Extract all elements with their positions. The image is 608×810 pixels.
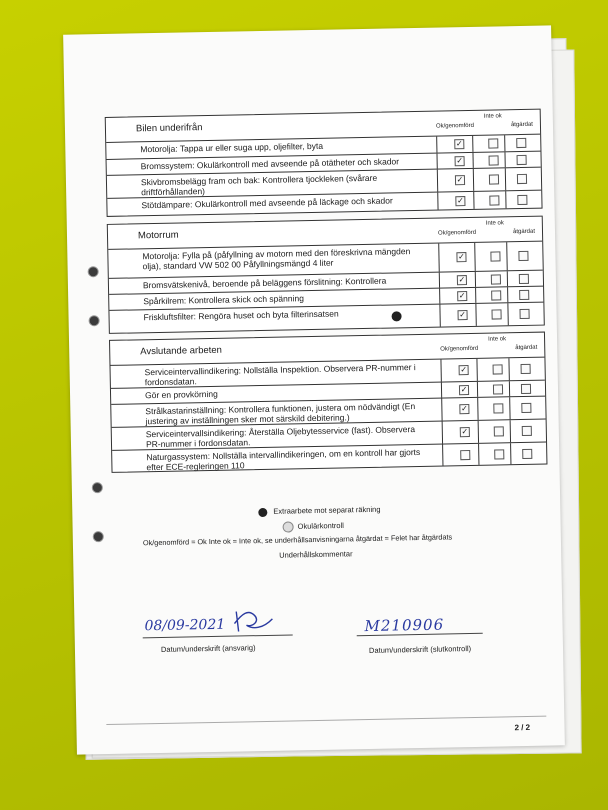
column-divider	[438, 244, 440, 272]
checkbox-fixed[interactable]	[521, 383, 531, 393]
column-divider	[437, 170, 438, 192]
checkbox-not-ok[interactable]	[491, 290, 501, 300]
section-title: Avslutande arbeten	[140, 344, 223, 358]
handwritten-date-left: 08/09-2021	[144, 616, 226, 635]
checkbox-fixed[interactable]	[516, 138, 526, 148]
row-label: Serviceintervallsindikering: Återställa Oljebytesservice (fast). Observera PR-nummer i fordonsdatan.	[145, 424, 416, 450]
checkbox-not-ok[interactable]	[489, 195, 499, 205]
column-divider	[504, 135, 505, 151]
column-divider	[439, 289, 440, 304]
punch-hole-icon	[93, 531, 104, 542]
column-header-ok: Ok/genomförd	[440, 345, 479, 353]
checkbox-ok[interactable]: ✓	[458, 252, 465, 262]
checklist-section	[109, 332, 547, 473]
column-divider	[441, 399, 442, 421]
checkbox-fixed[interactable]	[519, 273, 529, 283]
column-header-fixed: åtgärdat	[510, 121, 534, 129]
punch-hole-icon	[89, 315, 100, 326]
checkbox-not-ok[interactable]	[488, 138, 498, 148]
legend-extra	[258, 505, 380, 517]
column-header-not-ok: Inte ok	[483, 113, 502, 120]
row-label: Bromssystem: Okulärkontroll med avseende på otätheter och skador	[140, 156, 400, 172]
column-header-ok: Ok/genomförd	[437, 229, 477, 237]
checkbox-fixed[interactable]	[519, 289, 529, 299]
signature-label-left: Datum/underskrift (ansvarig)	[160, 643, 256, 654]
row-label: Friskluftsfilter: Rengöra huset och byta filterinsatsen	[143, 308, 339, 323]
column-header-ok: Ok/genomförd	[435, 122, 475, 130]
column-divider	[505, 191, 506, 208]
checkbox-ok[interactable]: ✓	[458, 274, 466, 284]
column-divider	[506, 242, 508, 270]
checkbox-fixed[interactable]	[519, 309, 529, 319]
checkbox-ok[interactable]: ✓	[456, 155, 464, 165]
checkbox-not-ok[interactable]	[494, 449, 504, 459]
checkbox-ok[interactable]	[460, 450, 470, 460]
column-divider	[477, 382, 478, 397]
section-title: Motorrum	[137, 229, 179, 242]
checkbox-fixed[interactable]	[517, 154, 527, 164]
checkbox-fixed[interactable]	[521, 403, 531, 413]
column-divider	[505, 168, 506, 190]
row-label: Strålkastarinställning: Kontrollera funktionen, justera om nödvändigt (En justering av inställningen sker mot särskild debitering.)	[145, 401, 416, 427]
column-divider	[437, 193, 438, 210]
legend-visual	[283, 520, 344, 532]
column-divider	[475, 304, 476, 326]
checkbox-not-ok[interactable]	[493, 364, 503, 374]
row-label: Stötdämpare: Okulärkontroll med avseende på läckage och skador	[141, 195, 393, 211]
signature-label-right: Datum/underskrift (slutkontroll)	[368, 644, 472, 655]
column-divider	[442, 422, 443, 444]
row-label: Motorolja: Tappa ur eller suga upp, oljefilter, byta	[140, 140, 324, 155]
column-divider	[507, 287, 508, 302]
checkbox-not-ok[interactable]	[493, 403, 503, 413]
row-label: Gör en provkörning	[144, 388, 218, 401]
column-divider	[475, 272, 476, 287]
column-divider	[478, 444, 479, 465]
column-divider	[439, 305, 440, 327]
punch-hole-icon	[88, 266, 99, 277]
row-label: Spårkilrem: Kontrollera skick och spänning	[143, 293, 304, 307]
handwritten-signature-right: M210906	[364, 615, 445, 636]
column-divider	[508, 358, 509, 380]
column-divider	[507, 271, 508, 286]
column-divider	[478, 421, 479, 443]
extra-work-icon	[258, 507, 267, 516]
checkbox-ok[interactable]: ✓	[455, 139, 463, 149]
checklist-section	[107, 216, 545, 334]
signature-line-left	[143, 634, 293, 638]
section-title: Bilen underifrån	[135, 122, 203, 135]
checkbox-ok[interactable]: ✓	[461, 427, 469, 437]
column-divider	[442, 445, 443, 466]
column-divider	[474, 243, 476, 271]
row-label: Skivbromsbelägg fram och bak: Kontrollera tjockleken (svårare driftförhållanden)	[140, 172, 378, 198]
checkbox-not-ok[interactable]	[489, 174, 499, 184]
checkbox-fixed[interactable]	[522, 426, 532, 436]
extra-work-icon	[392, 311, 402, 321]
checkbox-not-ok[interactable]	[494, 426, 504, 436]
checkbox-not-ok[interactable]	[493, 384, 503, 394]
column-divider	[509, 397, 510, 419]
column-header-fixed: åtgärdat	[512, 228, 536, 236]
eye-icon	[283, 521, 294, 532]
page-number: 2 / 2	[514, 722, 531, 733]
checkbox-not-ok[interactable]	[489, 155, 499, 165]
checkbox-ok[interactable]: ✓	[458, 290, 466, 300]
column-divider	[473, 192, 474, 209]
checkbox-fixed[interactable]	[522, 448, 532, 458]
column-divider	[472, 136, 473, 152]
legend-explanation: Ok/genomförd = Ok Inte ok = Inte ok, se underhållsanvisningarna åtgärdat = Felet har åtgärdats	[142, 532, 453, 548]
checkbox-not-ok[interactable]	[491, 309, 501, 319]
column-divider	[439, 273, 440, 288]
comment-heading: Underhållskommentar	[279, 549, 353, 560]
column-divider	[436, 154, 437, 169]
row-label: Bromsvätskenivå, beroende på beläggens förslitning: Kontrollera	[142, 275, 387, 291]
checkbox-ok[interactable]: ✓	[456, 195, 464, 205]
column-divider	[441, 383, 442, 398]
checkbox-fixed[interactable]	[517, 194, 527, 204]
checkbox-ok[interactable]: ✓	[460, 384, 468, 394]
column-divider	[477, 398, 478, 420]
column-divider	[504, 152, 505, 167]
column-divider	[509, 381, 510, 396]
column-divider	[510, 420, 511, 442]
signature-scribble-left	[232, 605, 277, 636]
checkbox-ok[interactable]: ✓	[460, 365, 468, 375]
checkbox-ok[interactable]: ✓	[459, 310, 467, 320]
checkbox-fixed[interactable]	[517, 174, 527, 184]
checkbox-fixed[interactable]	[518, 251, 528, 261]
row-label: Serviceintervallindikering: Nollställa Inspektion. Observera PR-nummer i fordonsdatan.	[144, 362, 416, 388]
column-divider	[473, 169, 474, 191]
row-label: Motorolja: Fylla på (påfyllning av motorn med den föreskrivna mängden olja), standard VW 502 00 Påfyllningsmängd 4 liter	[142, 246, 411, 272]
column-divider	[476, 359, 477, 381]
row-label: Naturgassystem: Nollställa intervallindikeringen, om en kontroll har gjorts efter ECE-regleringen 110	[146, 446, 421, 473]
legend-visual-text: Okulärkontroll	[297, 520, 344, 531]
column-divider	[507, 303, 508, 325]
column-divider	[472, 153, 473, 168]
column-divider	[436, 137, 437, 153]
legend-extra-text: Extraarbete mot separat räkning	[273, 504, 381, 516]
service-checklist-page	[63, 25, 565, 754]
checkbox-not-ok[interactable]	[490, 251, 500, 261]
punch-hole-icon	[92, 482, 103, 493]
column-header-fixed: åtgärdat	[515, 344, 538, 352]
checkbox-not-ok[interactable]	[491, 274, 501, 284]
footer-divider	[106, 716, 546, 725]
checkbox-ok[interactable]: ✓	[460, 404, 468, 414]
column-header-not-ok: Inte ok	[487, 336, 507, 343]
column-divider	[475, 288, 476, 303]
checkbox-fixed[interactable]	[521, 364, 531, 374]
column-divider	[510, 443, 511, 464]
column-header-not-ok: Inte ok	[485, 220, 504, 227]
checklist-section	[105, 109, 543, 217]
column-divider	[440, 360, 441, 382]
checkbox-ok[interactable]: ✓	[456, 175, 464, 185]
